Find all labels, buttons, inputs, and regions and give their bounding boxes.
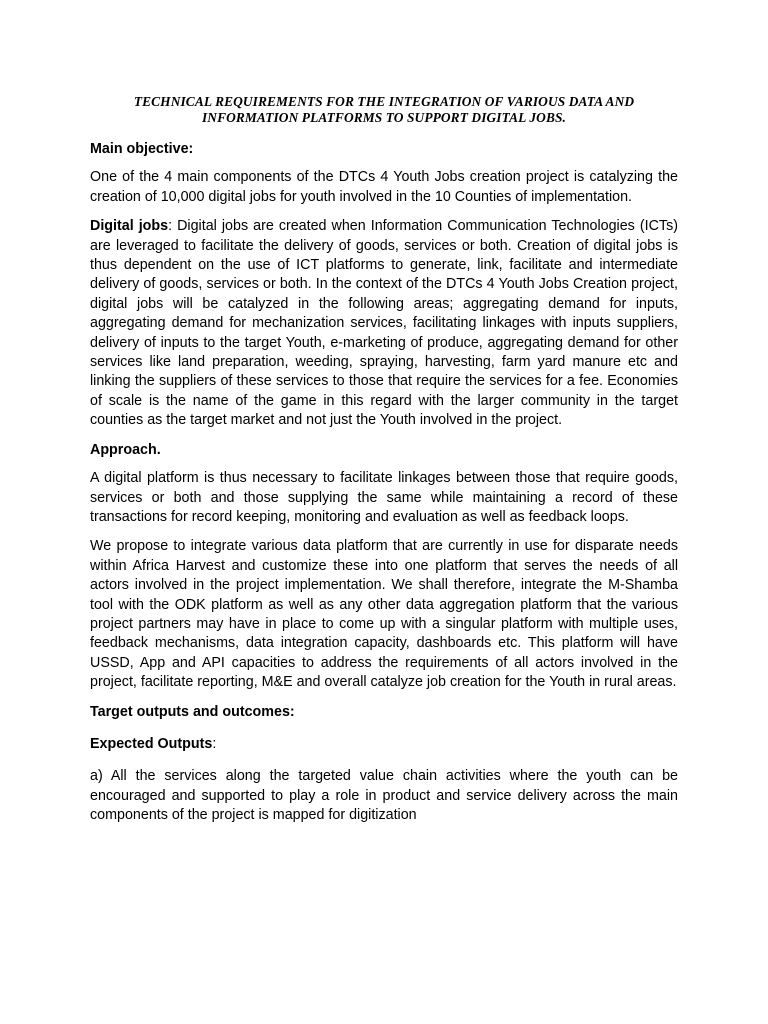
expected-outputs-suffix: :	[212, 735, 217, 752]
digital-jobs-text: : Digital jobs are created when Information Communication Technologies (ICTs) are leveraged to facilitate the delivery of goods, services or both. Creation of digital jobs is thus dependent on the use of ICT platforms to generate, link, facilitate and intermediate delivery of goods, services or both. In the context of the DTCs 4 Youth Jobs Creation project, digital jobs will be catalyzed in the following areas; aggregating demand for inputs, aggregating demand for mechanization services, facilitating linkages with inputs suppliers, delivery of inputs to the target Youth, e-marketing of produce, aggregating demand for other services like land preparation, weeding, spraying, harvesting, farm yard manure etc and linking the suppliers of these services to those that require the services for a fee. Economies of scale is the name of the game in this regard with the larger community in the target counties as the target market and not just the Youth involved in the project.	[90, 218, 678, 429]
main-objective-paragraph: One of the 4 main components of the DTCs 4 Youth Jobs creation project is catalyzing the creation of 10,000 digital jobs for youth involved in the 10 Counties of implementation.	[90, 169, 678, 205]
digital-jobs-paragraph	[90, 217, 678, 430]
expected-outputs-lead: Expected Outputs	[90, 735, 213, 752]
document-title	[90, 94, 678, 126]
document-title-line-2: INFORMATION PLATFORMS TO SUPPORT DIGITAL JOBS.	[202, 110, 566, 125]
approach-paragraph-1: A digital platform is thus necessary to facilitate linkages between those that require goods, services or both and those supplying the same while maintaining a record of these transactions for record keeping, monitoring and evaluation as well as feedback loops.	[90, 470, 678, 525]
main-objective-heading: Main objective:	[90, 141, 194, 157]
document-title-line-1: TECHNICAL REQUIREMENTS FOR THE INTEGRATION OF VARIOUS DATA AND	[133, 94, 635, 109]
digital-jobs-lead: Digital jobs	[90, 218, 169, 235]
target-outputs-heading: Target outputs and outcomes:	[90, 703, 295, 720]
approach-heading: Approach.	[90, 441, 161, 458]
expected-output-item-a: a) All the services along the targeted value chain activities where the youth can be encouraged and supported to play a role in product and service delivery across the main components of the project is mapped for digitization	[90, 768, 678, 824]
expected-outputs-heading	[90, 735, 678, 754]
approach-paragraph-2: We propose to integrate various data platform that are currently in use for disparate needs within Africa Harvest and customize these into one platform that serves the needs of all actors involved in the project implementation. We shall therefore, integrate the M-Shamba tool with the ODK platform as well as any other data aggregation platform that the various project partners may have in place to come up with a singular platform with multiple uses, feedback mechanisms, data integration capacity, dashboards etc. This platform will have USSD, App and API capacities to address the requirements of all actors involved in the project, facilitate reporting, M&E and overall catalyze job creation for the Youth in rural areas.	[90, 538, 678, 691]
